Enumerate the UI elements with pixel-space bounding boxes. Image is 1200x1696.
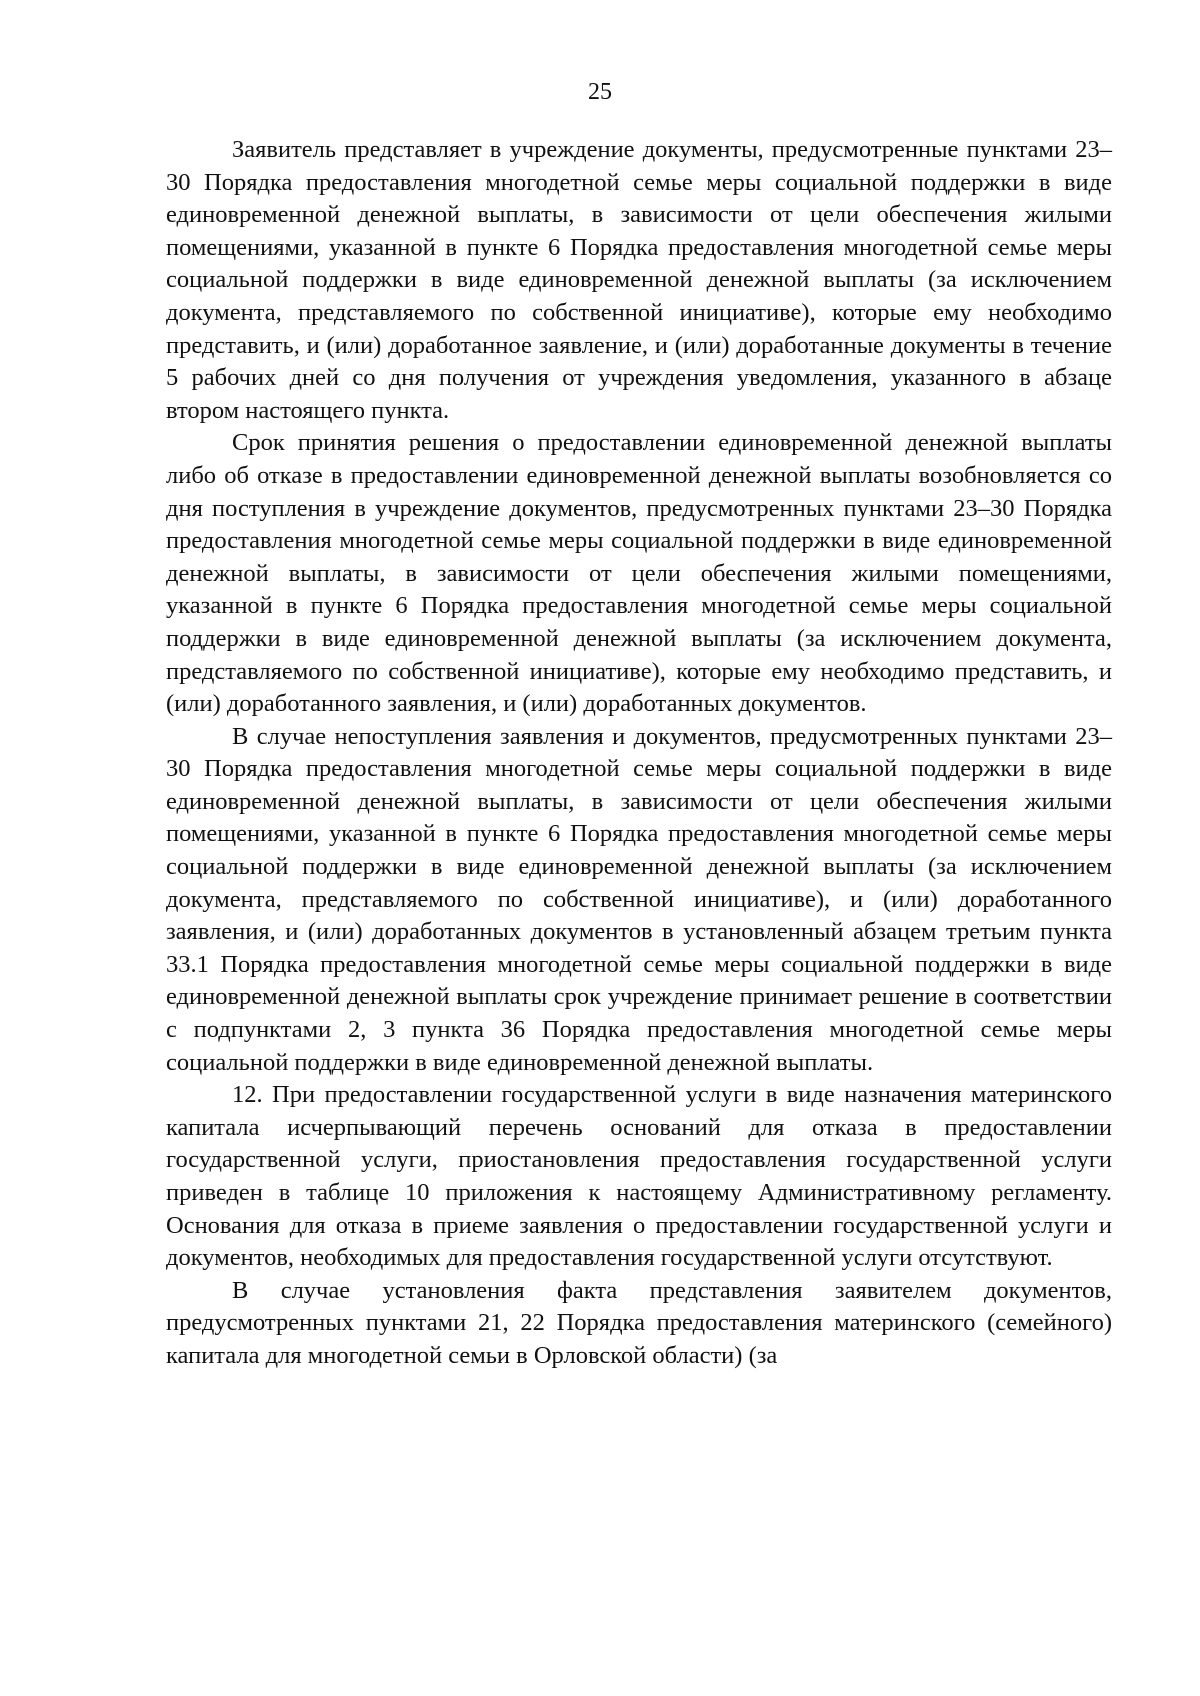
paragraph-non-receipt: В случае непоступления заявления и документов, предусмотренных пунктами 23–30 Порядка предоставления многодетной семье меры социальной поддержки в виде единовременной денежной выплаты, в зависимости от цели обеспечения жилыми помещениями, указанной в пункте 6 Порядка предоставления многодетной семье меры социальной поддержки в виде единовременной денежной выплаты (за исключением документа, представляемого по собственной инициативе), и (или) доработанного заявления, и (или) доработанных документов в установленный абзацем третьим пункта 33.1 Порядка предоставления многодетной семье меры социальной поддержки в виде единовременной денежной выплаты срок учреждение принимает решение в соответствии с подпунктами 2, 3 пункта 36 Порядка предоставления многодетной семье меры социальной поддержки в виде единовременной денежной выплаты. [166,722,1112,1076]
paragraph-decision-term: Срок принятия решения о предоставлении единовременной денежной выплаты либо об отказе в предоставлении единовременной денежной выплаты возобновляется со дня поступления в учреждение документов, предусмотренных пунктами 23–30 Порядка предоставления многодетной семье меры социальной поддержки в виде единовременной денежной выплаты, в зависимости от цели обеспечения жилыми помещениями, указанной в пункте 6 Порядка предоставления многодетной семье меры социальной поддержки в виде единовременной денежной выплаты (за исключением документа, представляемого по собственной инициативе), которые ему необходимо представить, и (или) доработанного заявления, и (или) доработанных документов. [166,429,1112,718]
page-number: 25 [588,79,612,105]
document-body [166,134,1112,1373]
paragraph-item-12: 12. При предоставлении государственной услуги в виде назначения материнского капитала исчерпывающий перечень оснований для отказа в предоставлении государственной услуги, приостановления предоставления государственной услуги приведен в таблице 10 приложения к настоящему Административному регламенту. Основания для отказа в приеме заявления о предоставлении государственной услуги и документов, необходимых для предоставления государственной услуги отсутствуют. [166,1081,1112,1272]
paragraph-applicant-documents: Заявитель представляет в учреждение документы, предусмотренные пунктами 23–30 Порядка предоставления многодетной семье меры социальной поддержки в виде единовременной денежной выплаты, в зависимости от цели обеспечения жилыми помещениями, указанной в пункте 6 Порядка предоставления многодетной семье меры социальной поддержки в виде единовременной денежной выплаты (за исключением документа, представляемого по собственной инициативе), которые ему необходимо представить, и (или) доработанное заявление, и (или) доработанные документы в течение 5 рабочих дней со дня получения от учреждения уведомления, указанного в абзаце втором настоящего пункта. [166,136,1112,424]
paragraph-fact-established: В случае установления факта представления заявителем документов, предусмотренных пунктами 21, 22 Порядка предоставления материнского (семейного) капитала для многодетной семьи в Орловской области) (за [166,1276,1112,1369]
